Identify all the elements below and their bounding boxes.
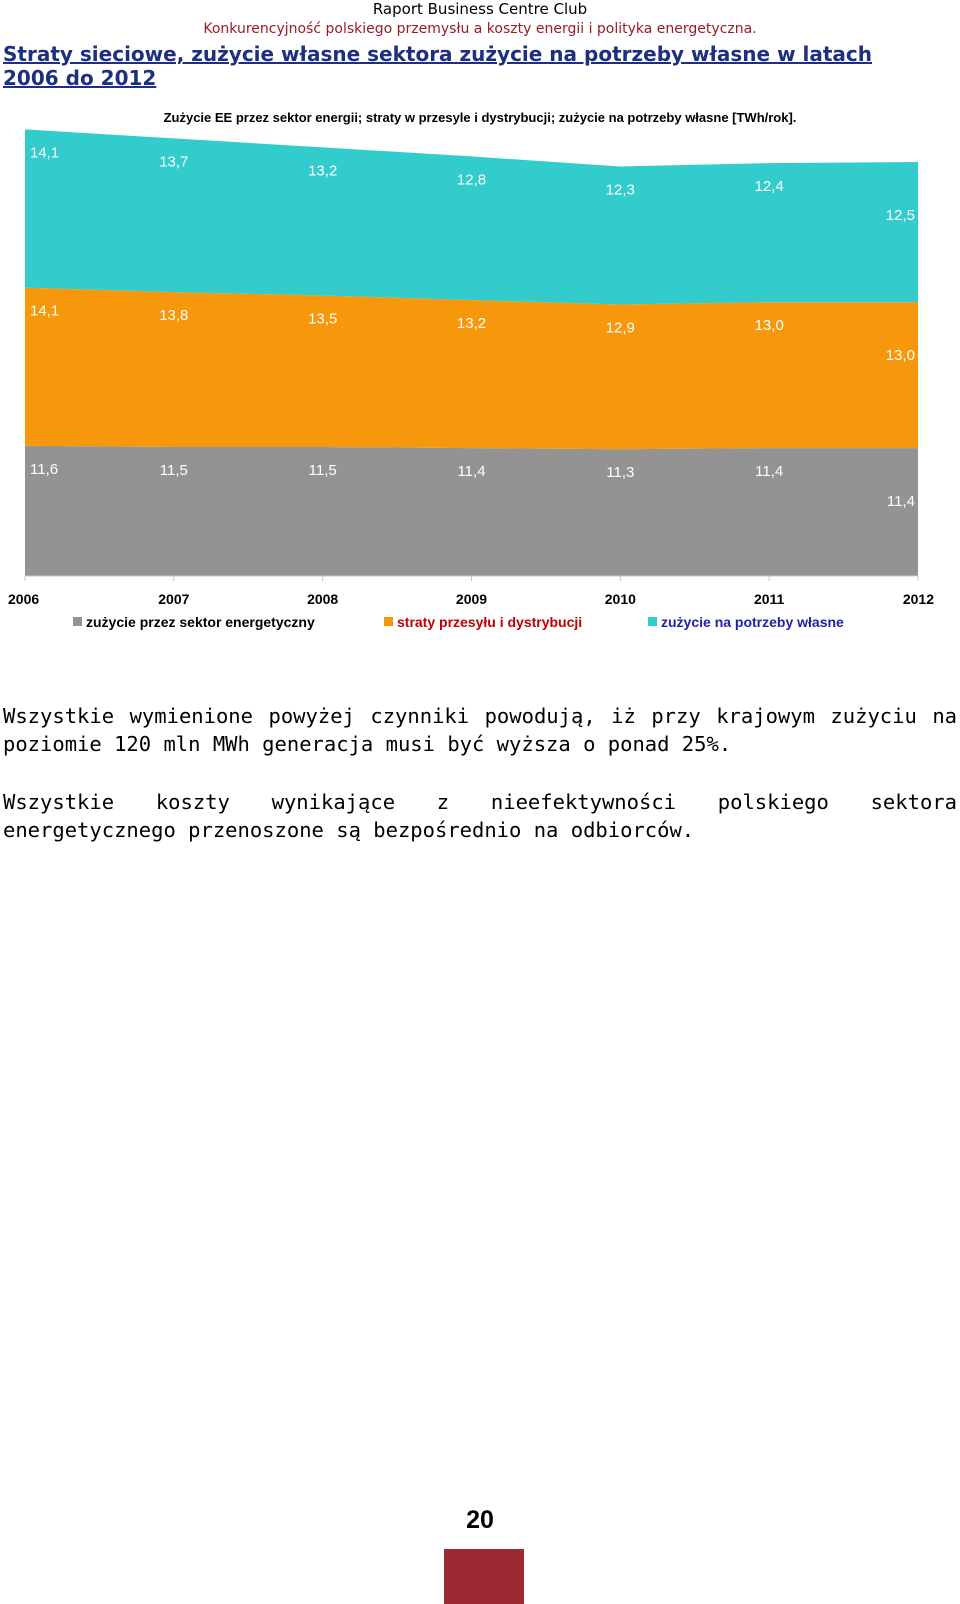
data-label-straty-przesylu-i-dystrybucji-2008: 13,5: [308, 310, 338, 328]
data-label-straty-przesylu-i-dystrybucji-2006: 14,1: [30, 302, 60, 320]
data-label-zuzycie-na-potrzeby-wlasne-2007: 13,7: [159, 153, 189, 171]
x-tick-label-2012: 2012: [902, 591, 934, 607]
data-label-zuzycie-przez-sektor-energetyczny-2007: 11,5: [159, 462, 188, 479]
data-label-zuzycie-na-potrzeby-wlasne-2008: 13,2: [308, 162, 338, 180]
x-tick-label-2008: 2008: [307, 591, 339, 607]
body-paragraph-1: Wszystkie wymienione powyżej czynniki powodują, iż przy krajowym zużyciu na poziomie 120 mln MWh generacja musi być wyższa o ponad 25%.: [3, 704, 957, 756]
data-label-zuzycie-przez-sektor-energetyczny-2006: 11,6: [30, 460, 59, 478]
x-tick-label-2007: 2007: [158, 591, 190, 607]
data-label-zuzycie-na-potrzeby-wlasne-2009: 12,8: [456, 171, 487, 189]
data-label-zuzycie-na-potrzeby-wlasne-2006: 14,1: [30, 144, 60, 162]
x-axis: [8, 576, 934, 607]
data-label-zuzycie-na-potrzeby-wlasne-2011: 12,4: [754, 178, 784, 196]
x-tick-label-2006: 2006: [8, 591, 40, 607]
body-paragraph-2: Wszystkie koszty wynikające z nieefektywności polskiego sektora energetycznego przenoszone są bezpośrednio na odbiorców.: [3, 790, 957, 842]
report-header-subtitle: Konkurencyjność polskiego przemysłu a koszty energii i polityka energetyczna.: [203, 21, 757, 37]
data-label-zuzycie-przez-sektor-energetyczny-2010: 11,3: [606, 464, 635, 482]
stacked-area-chart: [0, 0, 960, 650]
legend-item-zuzycie-przez-sektor-energetyczny: [73, 614, 315, 630]
x-tick-label-2010: 2010: [604, 591, 636, 607]
chart-legend: [73, 614, 844, 630]
data-label-zuzycie-na-potrzeby-wlasne-2010: 12,3: [605, 181, 635, 199]
data-label-straty-przesylu-i-dystrybucji-2011: 13,0: [754, 317, 784, 335]
data-label-zuzycie-przez-sektor-energetyczny-2011: 11,4: [755, 463, 784, 481]
data-label-zuzycie-przez-sektor-energetyczny-2009: 11,4: [457, 463, 486, 481]
chart-areas: [25, 129, 918, 576]
footer-accent-block: [444, 1549, 524, 1604]
legend-swatch: [73, 617, 82, 626]
chart-title: Zużycie EE przez sektor energii; straty w przesyle i dystrybucji; zużycie na potrzeby własne [TWh/rok].: [163, 110, 797, 125]
data-label-straty-przesylu-i-dystrybucji-2012: 13,0: [885, 347, 915, 365]
data-label-zuzycie-przez-sektor-energetyczny-2012: 11,4: [886, 493, 915, 511]
data-label-straty-przesylu-i-dystrybucji-2009: 13,2: [456, 315, 487, 332]
legend-item-zuzycie-na-potrzeby-wlasne: [648, 614, 844, 630]
data-label-straty-przesylu-i-dystrybucji-2007: 13,8: [159, 307, 189, 325]
legend-item-straty-przesylu-i-dystrybucji: [384, 614, 582, 630]
legend-label: straty przesyłu i dystrybucji: [397, 614, 583, 630]
page-number: 20: [466, 1506, 494, 1534]
legend-swatch: [384, 617, 393, 626]
data-label-zuzycie-na-potrzeby-wlasne-2012: 12,5: [885, 207, 915, 224]
x-tick-label-2011: 2011: [753, 591, 785, 607]
legend-label: zużycie na potrzeby własne: [661, 614, 844, 630]
x-tick-label-2009: 2009: [455, 591, 488, 607]
data-label-straty-przesylu-i-dystrybucji-2010: 12,9: [605, 319, 635, 337]
section-title: Straty sieciowe, zużycie własne sektora zużycie na potrzeby własne w latach 2006 do 2012: [3, 42, 873, 90]
legend-label: zużycie przez sektor energetyczny: [86, 614, 315, 630]
data-label-zuzycie-przez-sektor-energetyczny-2008: 11,5: [308, 462, 337, 479]
report-header-title: Raport Business Centre Club: [372, 0, 588, 18]
legend-swatch: [648, 617, 657, 626]
